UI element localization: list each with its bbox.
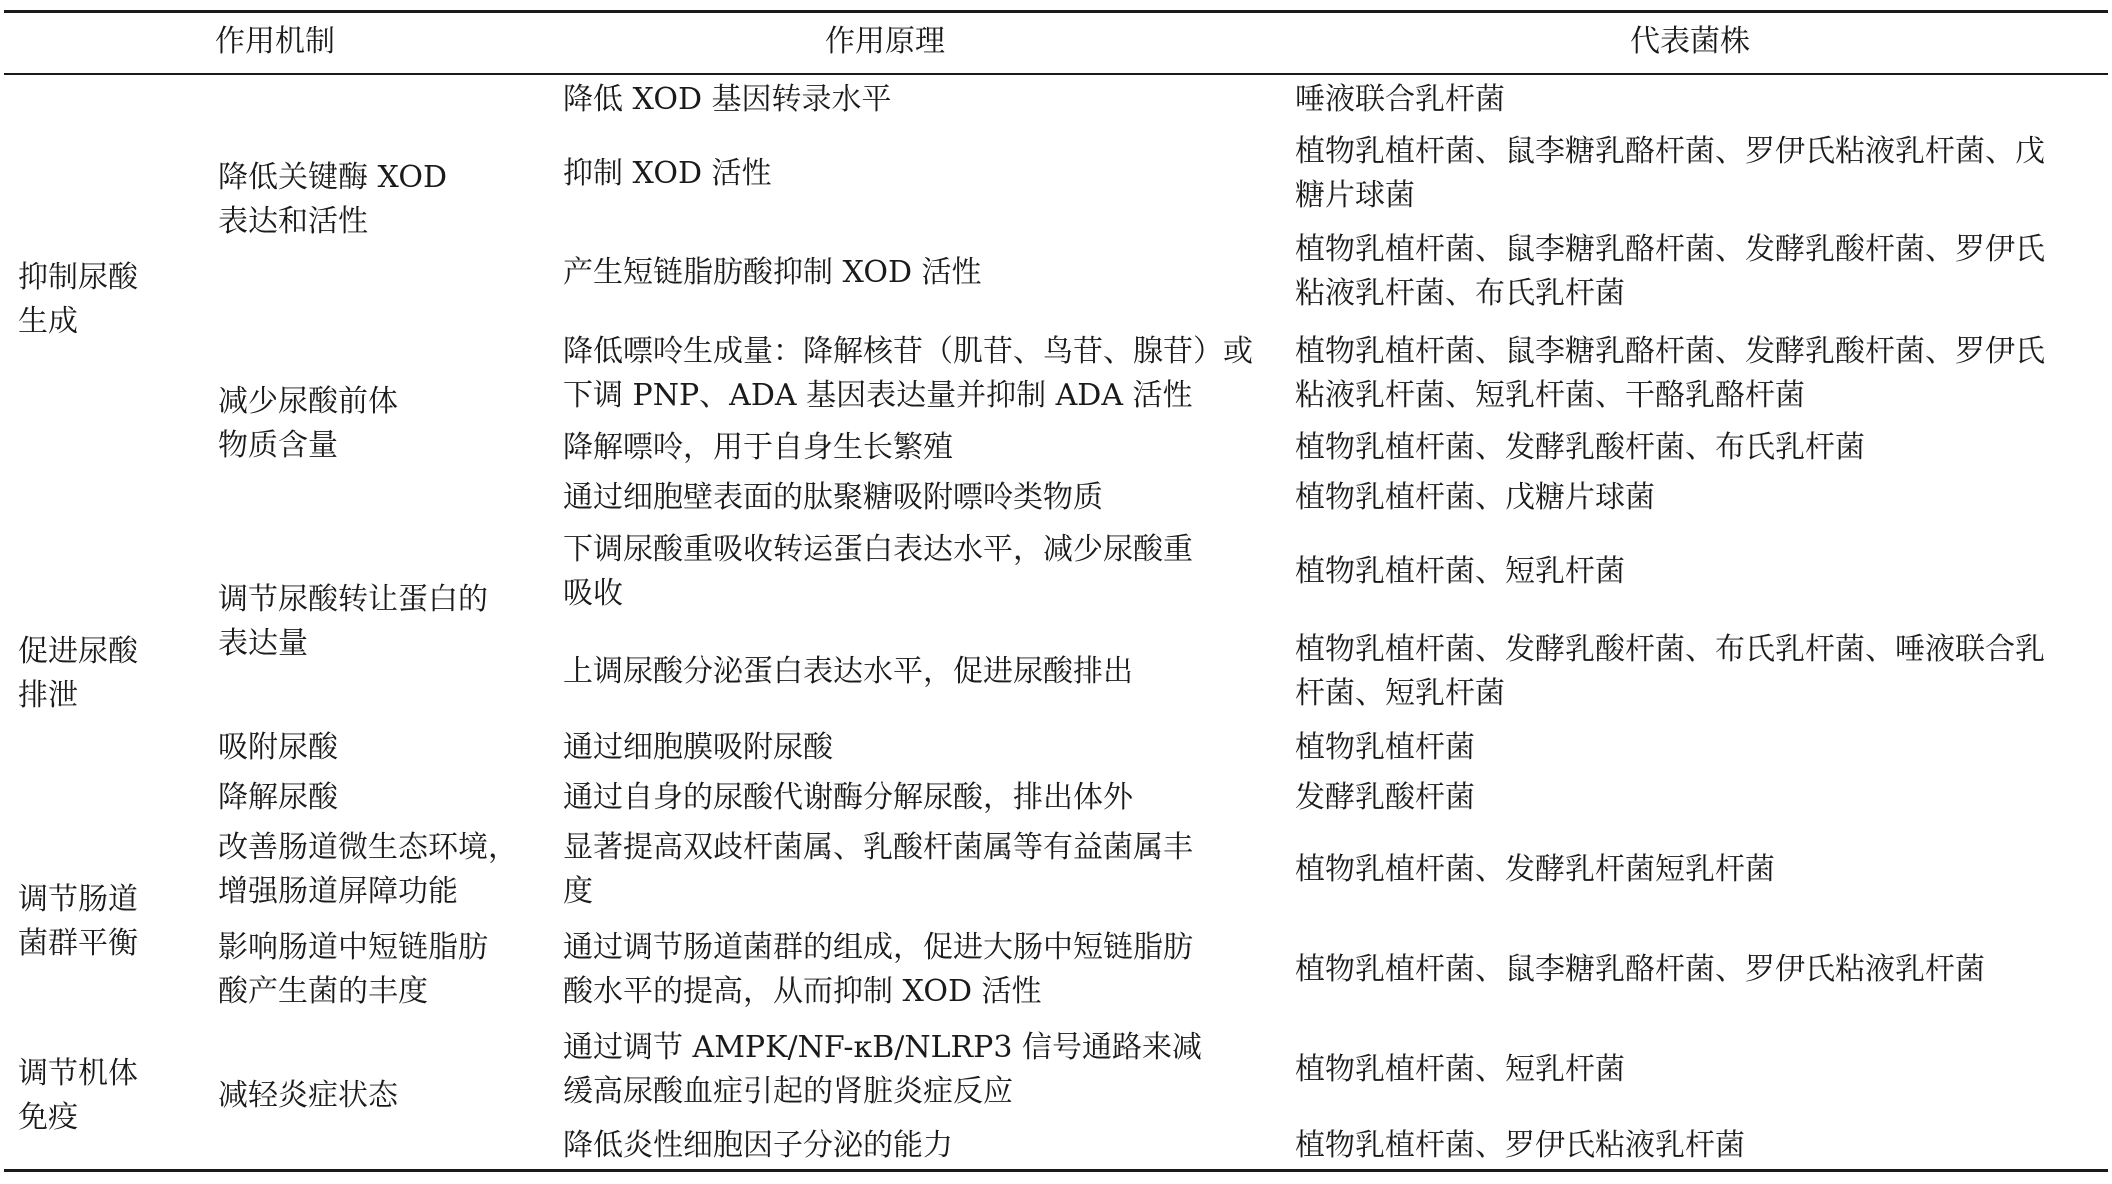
- group-label: 抑制尿酸: [18, 260, 138, 295]
- strain-cell: 植物乳植杆菌、戊糖片球菌: [1295, 480, 1655, 515]
- group-label: 调节机体: [18, 1056, 138, 1091]
- principle-cell: 上调尿酸分泌蛋白表达水平，促进尿酸排出: [563, 654, 1133, 689]
- strain-cell: 植物乳植杆菌、发酵乳酸杆菌、布氏乳杆菌: [1295, 430, 1865, 465]
- header-mechanism: 作用机制: [215, 24, 335, 59]
- mechanism-label: 物质含量: [218, 428, 338, 463]
- mechanism-label: 降解尿酸: [218, 780, 338, 815]
- header-principle: 作用原理: [825, 24, 945, 59]
- mechanism-label: 调节尿酸转让蛋白的: [218, 582, 488, 617]
- principle-cell: 吸收: [563, 576, 623, 611]
- strain-cell: 粘液乳杆菌、布氏乳杆菌: [1295, 276, 1625, 311]
- strain-cell: 唾液联合乳杆菌: [1295, 82, 1505, 117]
- strain-cell: 植物乳植杆菌、鼠李糖乳酪杆菌、发酵乳酸杆菌、罗伊氏: [1295, 232, 2045, 267]
- mechanism-label: 吸附尿酸: [218, 730, 338, 765]
- strain-cell: 植物乳植杆菌、鼠李糖乳酪杆菌、罗伊氏粘液乳杆菌、戊: [1295, 134, 2045, 169]
- principle-cell: 通过调节 AMPK/NF-κB/NLRP3 信号通路来减: [563, 1030, 1202, 1065]
- mechanism-label: 改善肠道微生态环境，: [218, 830, 518, 865]
- group-label: 菌群平衡: [18, 926, 138, 961]
- principle-cell: 显著提高双歧杆菌属、乳酸杆菌属等有益菌属丰: [563, 830, 1193, 865]
- strain-cell: 植物乳植杆菌、发酵乳杆菌短乳杆菌: [1295, 852, 1775, 887]
- mechanism-label: 降低关键酶 XOD: [218, 160, 448, 195]
- strain-cell: 植物乳植杆菌: [1295, 730, 1475, 765]
- strain-cell: 植物乳植杆菌、鼠李糖乳酪杆菌、罗伊氏粘液乳杆菌: [1295, 952, 1985, 987]
- principle-cell: 降低 XOD 基因转录水平: [563, 82, 892, 117]
- strain-cell: 植物乳植杆菌、罗伊氏粘液乳杆菌: [1295, 1128, 1745, 1163]
- mechanism-label: 影响肠道中短链脂肪: [218, 930, 488, 965]
- strain-cell: 糖片球菌: [1295, 178, 1415, 213]
- table-top-rule: [4, 10, 2108, 13]
- principle-cell: 降低炎性细胞因子分泌的能力: [563, 1128, 953, 1163]
- mechanism-label: 酸产生菌的丰度: [218, 974, 428, 1009]
- strain-cell: 杆菌、短乳杆菌: [1295, 676, 1505, 711]
- strain-cell: 植物乳植杆菌、短乳杆菌: [1295, 1052, 1625, 1087]
- principle-cell: 通过细胞壁表面的肽聚糖吸附嘌呤类物质: [563, 480, 1103, 515]
- group-label: 调节肠道: [18, 882, 138, 917]
- principle-cell: 缓高尿酸血症引起的肾脏炎症反应: [563, 1074, 1013, 1109]
- mechanism-label: 表达和活性: [218, 204, 368, 239]
- principle-cell: 产生短链脂肪酸抑制 XOD 活性: [563, 255, 982, 290]
- principle-cell: 下调尿酸重吸收转运蛋白表达水平，减少尿酸重: [563, 532, 1193, 567]
- strain-cell: 植物乳植杆菌、鼠李糖乳酪杆菌、发酵乳酸杆菌、罗伊氏: [1295, 334, 2045, 369]
- mechanism-label: 表达量: [218, 626, 308, 661]
- group-label: 排泄: [18, 678, 78, 713]
- principle-cell: 酸水平的提高，从而抑制 XOD 活性: [563, 974, 1042, 1009]
- principle-cell: 降低嘌呤生成量：降解核苷（肌苷、鸟苷、腺苷）或: [563, 334, 1253, 369]
- mechanism-label: 减少尿酸前体: [218, 384, 398, 419]
- strain-cell: 植物乳植杆菌、短乳杆菌: [1295, 554, 1625, 589]
- strain-cell: 粘液乳杆菌、短乳杆菌、干酪乳酪杆菌: [1295, 378, 1805, 413]
- principle-cell: 通过细胞膜吸附尿酸: [563, 730, 833, 765]
- principle-cell: 抑制 XOD 活性: [563, 156, 772, 191]
- header-strains: 代表菌株: [1630, 24, 1750, 59]
- group-label: 生成: [18, 304, 78, 339]
- mechanism-label: 增强肠道屏障功能: [218, 874, 458, 909]
- principle-cell: 通过调节肠道菌群的组成，促进大肠中短链脂肪: [563, 930, 1193, 965]
- strain-cell: 植物乳植杆菌、发酵乳酸杆菌、布氏乳杆菌、唾液联合乳: [1295, 632, 2045, 667]
- principle-cell: 通过自身的尿酸代谢酶分解尿酸，排出体外: [563, 780, 1133, 815]
- principle-cell: 度: [563, 874, 593, 909]
- table-header-rule: [4, 73, 2108, 75]
- table-bottom-rule: [4, 1169, 2108, 1172]
- strain-cell: 发酵乳酸杆菌: [1295, 780, 1475, 815]
- group-label: 促进尿酸: [18, 634, 138, 669]
- mechanism-label: 减轻炎症状态: [218, 1078, 398, 1113]
- principle-cell: 降解嘌呤，用于自身生长繁殖: [563, 430, 953, 465]
- group-label: 免疫: [18, 1100, 78, 1135]
- principle-cell: 下调 PNP、ADA 基因表达量并抑制 ADA 活性: [563, 378, 1193, 413]
